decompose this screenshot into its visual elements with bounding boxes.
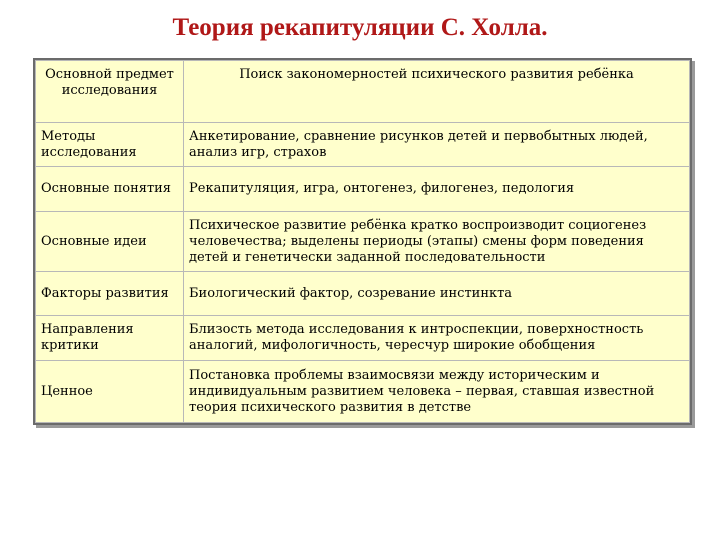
table-header-row <box>36 61 690 123</box>
slide-title: Теория рекапитуляции С. Холла. <box>172 14 548 41</box>
table-row <box>36 123 690 167</box>
row-label-factors: Факторы развития <box>36 272 184 316</box>
row-value-factors: Биологический фактор, созревание инстинкта <box>184 272 690 316</box>
table-row <box>36 272 690 316</box>
header-value-cell: Поиск закономерностей психического развития ребёнка <box>184 61 690 123</box>
row-label-criticism: Направления критики <box>36 316 184 361</box>
row-label-methods: Методы исследования <box>36 123 184 167</box>
row-label-valuable: Ценное <box>36 361 184 423</box>
table-row <box>36 316 690 361</box>
row-value-valuable: Постановка проблемы взаимосвязи между историческим и индивидуальным развитием человека – первая, ставшая известной теория психического развития в детстве <box>184 361 690 423</box>
row-label-ideas: Основные идеи <box>36 212 184 272</box>
row-value-concepts: Рекапитуляция, игра, онтогенез, филогенез, педология <box>184 167 690 212</box>
table-row <box>36 361 690 423</box>
table-row <box>36 212 690 272</box>
row-value-criticism: Близость метода исследования к интроспекции, поверхностность аналогий, мифологичность, чересчур широкие обобщения <box>184 316 690 361</box>
table-row <box>36 167 690 212</box>
header-label-cell: Основной предмет исследования <box>36 61 184 123</box>
row-value-ideas: Психическое развитие ребёнка кратко воспроизводит социогенез человечества; выделены периоды (этапы) смены форм поведения детей и генетически заданной последовательности <box>184 212 690 272</box>
theory-table <box>33 58 692 425</box>
row-label-concepts: Основные понятия <box>36 167 184 212</box>
row-value-methods: Анкетирование, сравнение рисунков детей и первобытных людей, анализ игр, страхов <box>184 123 690 167</box>
